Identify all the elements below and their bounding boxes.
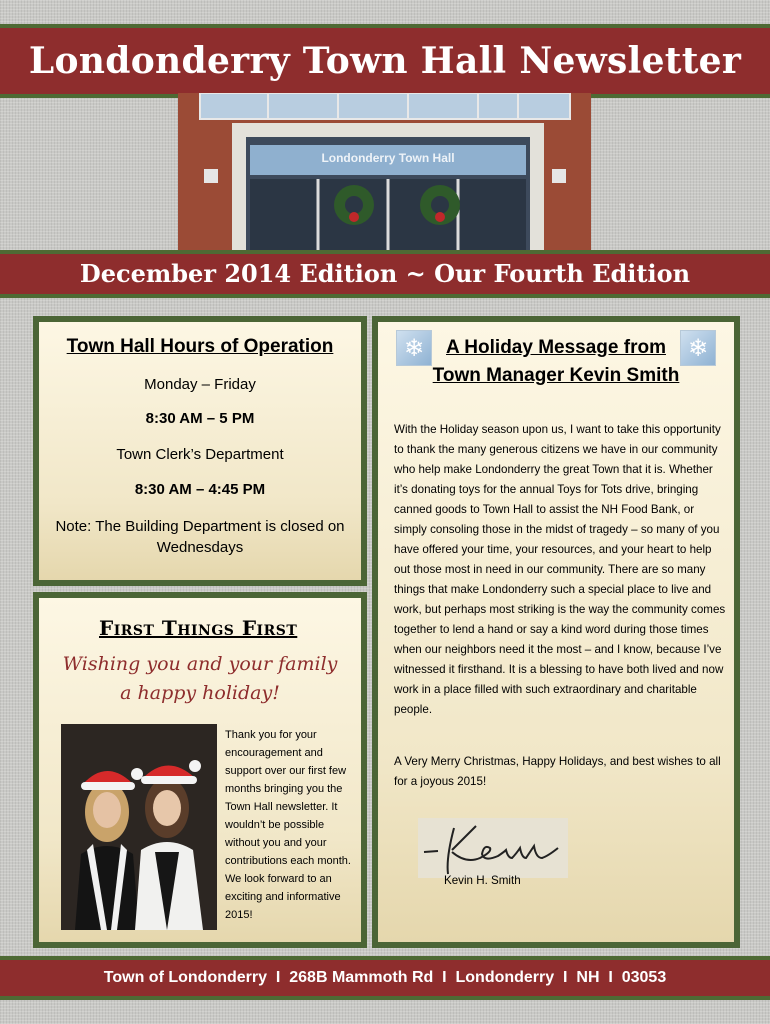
message-title — [418, 334, 694, 390]
message-closing: A Very Merry Christmas, Happy Holidays, and best wishes to all for a joyous 2015! — [394, 755, 721, 788]
message-body: With the Holiday season upon us, I want to take this opportunity to thank the many generous citizens we have in our community who help make Londonderry the great Town that it is. Whether it’s donating toys for the annual Toys for Tots drive, bringing canned goods to Town Hall to assist the NH Food Bank, or simply consoling those in the midst of tragedy – so many of you have offered your time, your resources, and your heart to help out those most in need in our community. There are so many things that make Londonderry such a special place to live and work, but perhaps most striking is the way the community comes together to lend a hand or say a kind word during those times when our neighbors need it the most – and I know, because I’ve witnessed it firsthand. It is a blessing to have both lived and now work in a place filled with such extraordinary and charitable people. — [394, 423, 726, 716]
edition-title: December 2014 Edition ~ Our Fourth Edition — [79, 259, 691, 288]
signature-image — [418, 818, 568, 878]
snowflake-icon: ❄ — [680, 330, 716, 366]
hours-line: Town Clerk’s Department — [116, 446, 284, 463]
message-title-line1: A Holiday Message from — [446, 337, 666, 358]
staff-photo-illustration — [61, 724, 217, 930]
hours-panel — [33, 316, 367, 586]
first-things-panel — [33, 592, 367, 948]
hours-line: Monday – Friday — [144, 376, 256, 393]
edition-banner — [0, 250, 770, 298]
thanks-text: Thank you for your encouragement and support over our first few months bringing you the Town Hall newsletter. It wouldn’t be possible without you and your contributions each month. We look forward to an exciting and informative 2015! — [225, 729, 351, 921]
hours-line: 8:30 AM – 5 PM — [145, 410, 255, 427]
signature-name: Kevin H. Smith — [444, 874, 521, 887]
first-things-title: First Things First — [99, 616, 298, 640]
title-banner — [0, 24, 770, 98]
holiday-wish: Wishing you and your family a happy holiday! — [62, 653, 338, 704]
staff-photo — [61, 724, 217, 930]
message-panel — [372, 316, 740, 948]
footer-banner — [0, 956, 770, 1000]
snowflake-icon: ❄ — [396, 330, 432, 366]
footer-address: Town of Londonderry I 268B Mammoth Rd I Londonderry I NH I 03053 — [103, 969, 667, 986]
message-title-line2: Town Manager Kevin Smith — [432, 365, 680, 386]
hours-note: Note: The Building Department is closed on Wednesdays — [55, 518, 345, 556]
signature-scribble — [418, 818, 568, 878]
hours-line: 8:30 AM – 4:45 PM — [134, 481, 266, 498]
town-hall-illustration — [178, 93, 591, 250]
hours-title: Town Hall Hours of Operation — [66, 336, 334, 357]
town-hall-photo — [178, 93, 591, 250]
building-sign: Londonderry Town Hall — [321, 151, 455, 165]
newsletter-title: Londonderry Town Hall Newsletter — [28, 40, 742, 82]
